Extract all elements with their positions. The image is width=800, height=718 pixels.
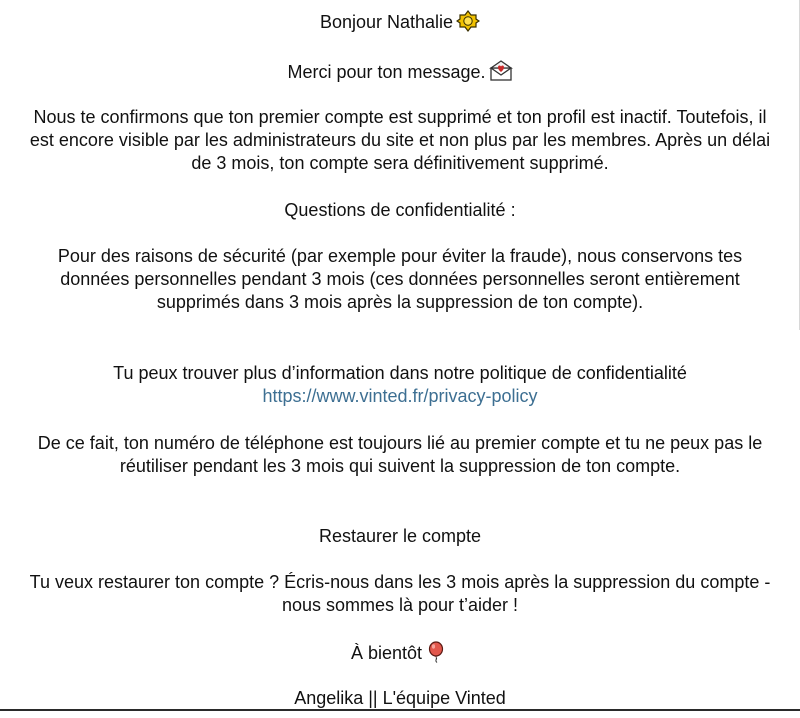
privacy-paragraph: Pour des raisons de sécurité (par exemple pour éviter la fraude), nous conservons tes données personnelles pendant 3 mois (ces données personnelles seront entièrement supprimés dans 3 mois après la suppression de ton compte). <box>57 246 743 312</box>
bottom-divider <box>0 709 800 711</box>
thanks-text: Merci pour ton message. <box>287 62 486 82</box>
farewell-text: À bientôt <box>350 643 423 663</box>
thanks-line <box>20 60 780 84</box>
envelope-heart-icon <box>489 60 513 82</box>
phone-notice-paragraph: De ce fait, ton numéro de téléphone est toujours lié au premier compte et tu ne peux pas le réutiliser pendant les 3 mois qui suivent la suppression de ton compte. <box>37 433 763 476</box>
confirmation-paragraph: Nous te confirmons que ton premier compte est supprimé et ton profil est inactif. Toutefois, il est encore visible par les administrateurs du site et non plus par les membres. Après un délai de 3 mois, ton compte sera définitivement supprimé. <box>29 107 771 173</box>
restore-paragraph: Tu veux restaurer ton compte ? Écris-nous dans les 3 mois après la suppression du compte - nous sommes là pour t’aider ! <box>29 572 771 615</box>
restore-heading: Restaurer le compte <box>318 526 482 546</box>
sun-icon <box>456 10 480 32</box>
signature-line: Angelika || L'équipe Vinted <box>294 688 506 708</box>
greeting-text: Bonjour Nathalie <box>319 12 454 32</box>
balloon-icon <box>425 641 449 663</box>
greeting-line <box>20 10 780 34</box>
policy-text: Tu peux trouver plus d’information dans notre politique de confidentialité <box>113 363 687 383</box>
policy-line <box>20 362 780 408</box>
farewell-line <box>20 641 780 665</box>
privacy-heading: Questions de confidentialité : <box>284 200 516 220</box>
privacy-policy-link[interactable]: https://www.vinted.fr/privacy-policy <box>262 386 538 406</box>
